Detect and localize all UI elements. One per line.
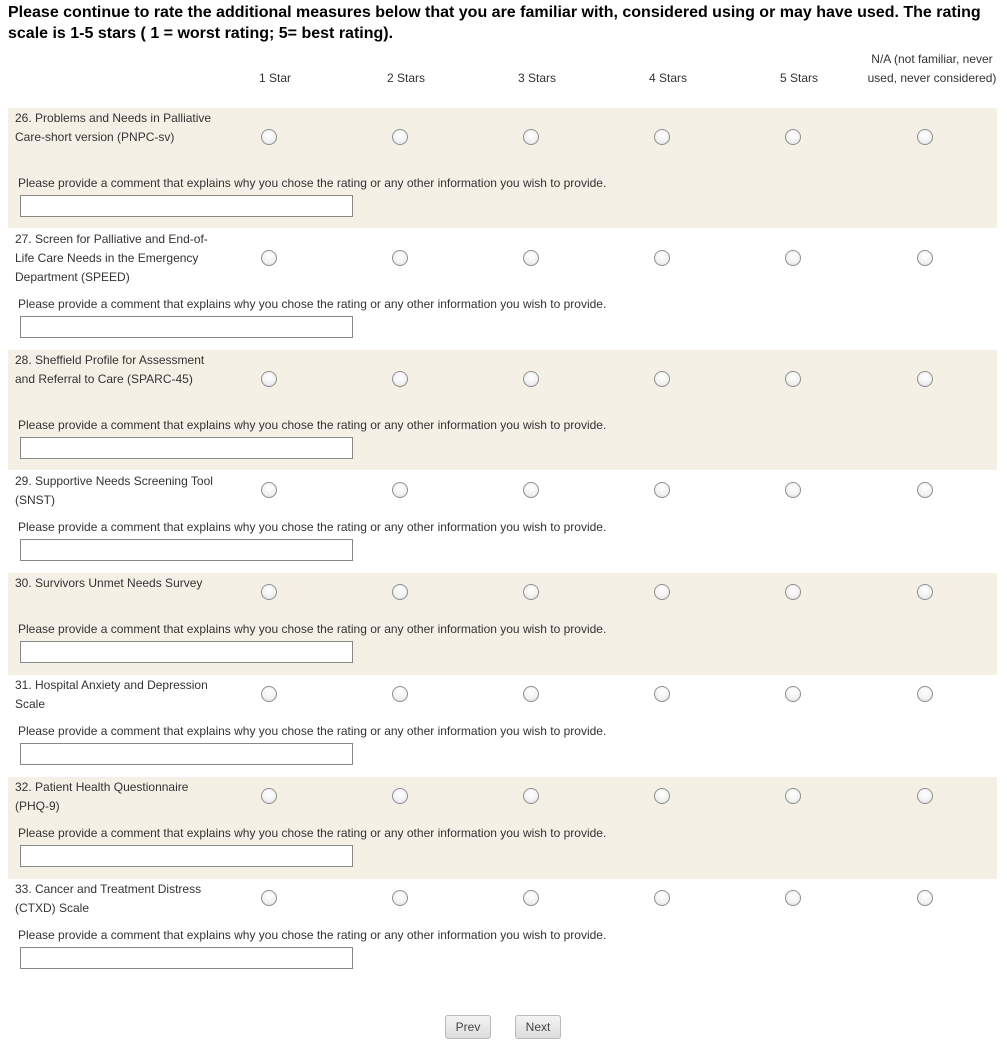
- rating-radio-2-stars[interactable]: [392, 482, 408, 498]
- comment-input[interactable]: [20, 539, 353, 561]
- rating-radio-4-stars[interactable]: [654, 482, 670, 498]
- rating-radio-3-stars[interactable]: [523, 371, 539, 387]
- comment-prompt: Please provide a comment that explains why you chose the rating or any other information you wish to provide.: [18, 176, 607, 190]
- question-label: 27. Screen for Palliative and End-of-Life Care Needs in the Emergency Department (SPEED): [15, 232, 208, 284]
- question-label: 31. Hospital Anxiety and Depression Scale: [15, 678, 208, 711]
- comment-input[interactable]: [20, 641, 353, 663]
- comment-prompt: Please provide a comment that explains why you chose the rating or any other information you wish to provide.: [18, 724, 607, 738]
- column-header-2-stars: 2 Stars: [386, 71, 425, 85]
- prev-button[interactable]: Prev: [445, 1015, 491, 1039]
- rating-radio-1-star[interactable]: [261, 482, 277, 498]
- comment-input[interactable]: [20, 947, 353, 969]
- rating-radio-3-stars[interactable]: [523, 250, 539, 266]
- rating-radio-4-stars[interactable]: [654, 129, 670, 145]
- question-row: [8, 471, 997, 573]
- comment-input[interactable]: [20, 845, 353, 867]
- rating-radio-1-star[interactable]: [261, 686, 277, 702]
- rating-radio-2-stars[interactable]: [392, 371, 408, 387]
- comment-input[interactable]: [20, 437, 353, 459]
- column-header-na: N/A (not familiar, never used, never considered): [867, 52, 997, 85]
- rating-radio-1-star[interactable]: [261, 250, 277, 266]
- rating-radio-na[interactable]: [917, 129, 933, 145]
- comment-prompt: Please provide a comment that explains why you chose the rating or any other information you wish to provide.: [18, 520, 607, 534]
- question-row: [8, 573, 997, 675]
- question-row: [8, 777, 997, 879]
- comment-prompt: Please provide a comment that explains why you chose the rating or any other information you wish to provide.: [18, 826, 607, 840]
- column-header-1-star: 1 Star: [258, 71, 291, 85]
- rating-radio-2-stars[interactable]: [392, 250, 408, 266]
- rating-radio-2-stars[interactable]: [392, 788, 408, 804]
- rating-radio-3-stars[interactable]: [523, 129, 539, 145]
- comment-prompt: Please provide a comment that explains why you chose the rating or any other information you wish to provide.: [18, 297, 607, 311]
- question-row: [8, 350, 997, 470]
- rating-radio-na[interactable]: [917, 890, 933, 906]
- rating-radio-3-stars[interactable]: [523, 686, 539, 702]
- rating-radio-5-stars[interactable]: [785, 371, 801, 387]
- question-label: 28. Sheffield Profile for Assessment and Referral to Care (SPARC-45): [15, 353, 205, 386]
- rating-radio-1-star[interactable]: [261, 371, 277, 387]
- rating-radio-1-star[interactable]: [261, 584, 277, 600]
- survey-instructions: Please continue to rate the additional measures below that you are familiar with, considered using or may have used. The rating scale is 1-5 stars ( 1 = worst rating; 5= best rating).: [8, 4, 981, 42]
- rating-radio-3-stars[interactable]: [523, 890, 539, 906]
- rating-radio-na[interactable]: [917, 371, 933, 387]
- rating-radio-1-star[interactable]: [261, 129, 277, 145]
- question-label: 30. Survivors Unmet Needs Survey: [15, 576, 203, 590]
- rating-radio-4-stars[interactable]: [654, 584, 670, 600]
- rating-radio-na[interactable]: [917, 250, 933, 266]
- rating-radio-1-star[interactable]: [261, 788, 277, 804]
- comment-prompt: Please provide a comment that explains why you chose the rating or any other information you wish to provide.: [18, 418, 607, 432]
- rating-radio-1-star[interactable]: [261, 890, 277, 906]
- rating-radio-4-stars[interactable]: [654, 890, 670, 906]
- column-header-5-stars: 5 Stars: [779, 71, 818, 85]
- rating-radio-3-stars[interactable]: [523, 482, 539, 498]
- question-label: 29. Supportive Needs Screening Tool (SNST): [15, 474, 213, 507]
- question-row: [8, 229, 997, 349]
- column-header-3-stars: 3 Stars: [517, 71, 556, 85]
- next-button[interactable]: Next: [515, 1015, 561, 1039]
- comment-prompt: Please provide a comment that explains why you chose the rating or any other information you wish to provide.: [18, 622, 607, 636]
- comment-input[interactable]: [20, 743, 353, 765]
- column-header-4-stars: 4 Stars: [648, 71, 687, 85]
- rating-radio-4-stars[interactable]: [654, 371, 670, 387]
- rating-radio-5-stars[interactable]: [785, 584, 801, 600]
- rating-radio-2-stars[interactable]: [392, 129, 408, 145]
- question-label: 26. Problems and Needs in Palliative Care-short version (PNPC-sv): [15, 111, 212, 144]
- rating-radio-2-stars[interactable]: [392, 686, 408, 702]
- rating-radio-na[interactable]: [917, 482, 933, 498]
- rating-radio-5-stars[interactable]: [785, 482, 801, 498]
- rating-radio-na[interactable]: [917, 686, 933, 702]
- rating-radio-3-stars[interactable]: [523, 584, 539, 600]
- rating-radio-5-stars[interactable]: [785, 686, 801, 702]
- question-row: [8, 108, 997, 228]
- rating-radio-2-stars[interactable]: [392, 584, 408, 600]
- question-row: [8, 879, 997, 981]
- question-label: 33. Cancer and Treatment Distress (CTXD) Scale: [15, 882, 202, 915]
- comment-prompt: Please provide a comment that explains why you chose the rating or any other information you wish to provide.: [18, 928, 607, 942]
- comment-input[interactable]: [20, 316, 353, 338]
- question-label: 32. Patient Health Questionnaire (PHQ-9): [15, 780, 189, 813]
- rating-radio-5-stars[interactable]: [785, 129, 801, 145]
- rating-radio-na[interactable]: [917, 584, 933, 600]
- rating-radio-5-stars[interactable]: [785, 788, 801, 804]
- rating-radio-5-stars[interactable]: [785, 890, 801, 906]
- rating-radio-4-stars[interactable]: [654, 686, 670, 702]
- comment-input[interactable]: [20, 195, 353, 217]
- rating-radio-na[interactable]: [917, 788, 933, 804]
- rating-radio-4-stars[interactable]: [654, 788, 670, 804]
- rating-radio-3-stars[interactable]: [523, 788, 539, 804]
- rating-radio-5-stars[interactable]: [785, 250, 801, 266]
- rating-radio-2-stars[interactable]: [392, 890, 408, 906]
- question-row: [8, 675, 997, 777]
- rating-radio-4-stars[interactable]: [654, 250, 670, 266]
